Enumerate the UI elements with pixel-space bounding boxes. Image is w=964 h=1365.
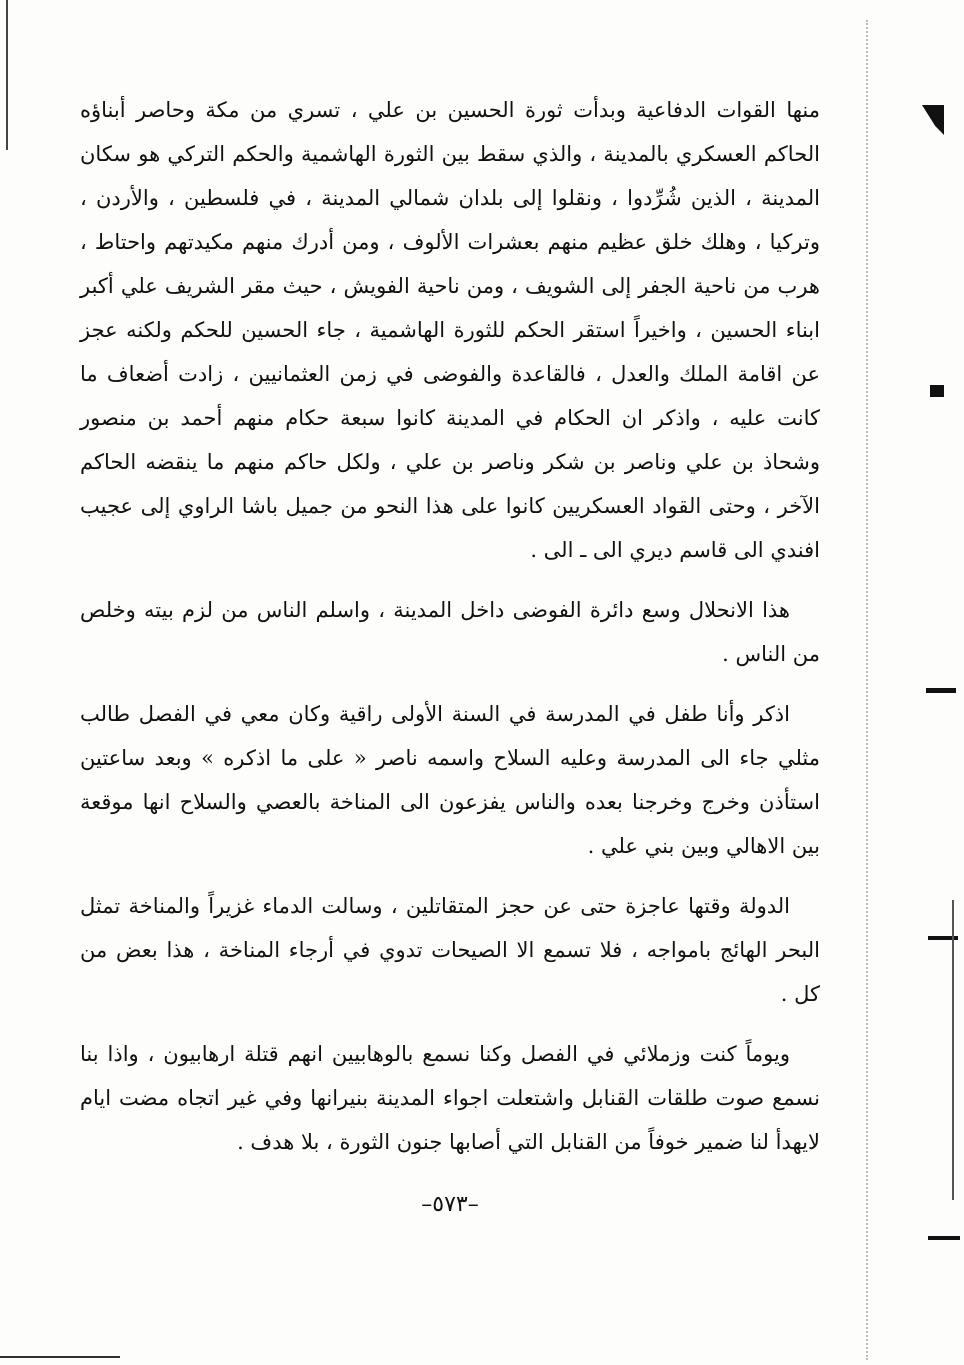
paragraph-5: ويوماً كنت وزملائي في الفصل وكنا نسمع بالوهابيين انهم قتلة ارهابيون ، واذا بنا نسمع صوت طلقات القنابل واشتعلت اجواء المدينة بنيرانها وفي غير اتجاه مضت ايام لايهدأ لنا ضمير خوفاً من القنابل التي أصابها جنون الثورة ، بلا هدف . <box>80 1042 820 1154</box>
corner-mark <box>922 105 944 135</box>
paragraph-2: هذا الانحلال وسع دائرة الفوضى داخل المدينة ، واسلم الناس من لزم بيته وخلص من الناس . <box>80 598 820 666</box>
edge-mark-5 <box>952 900 954 1200</box>
paragraph-3: اذكر وأنا طفل في المدرسة في السنة الأولى راقية وكان معي في الفصل طالب مثلي جاء الى المدرسة وعليه السلاح واسمه ناصر « على ما اذكره » وبعد ساعتين استأذن وخرج وخرجنا بعده والناس يفزعون الى المناخة بالعصي والسلاح انها موقعة بين الاهالي وبين بني علي . <box>80 702 820 858</box>
left-margin-rule <box>6 0 8 150</box>
paragraph-4: الدولة وقتها عاجزة حتى عن حجز المتقاتلين ، وسالت الدماء غزيراً والمناخة تمثل البحر الهائج بامواجه ، فلا تسمع الا الصيحات تدوي في أرجاء المناخة ، هذا بعض من كل . <box>80 894 820 1006</box>
page-number: –٥٧٣– <box>421 1192 479 1217</box>
edge-mark-1 <box>930 385 944 397</box>
binding-dotted-line <box>866 20 868 1360</box>
paragraph-1: منها القوات الدفاعية وبدأت ثورة الحسين بن علي ، تسري من مكة وحاصر أبناؤه الحاكم العسكري بالمدينة ، والذي سقط بين الثورة الهاشمية والحكم التركي هو سكان المدينة ، الذين شُرِّدوا ، ونقلوا إلى بلدان شمالي المدينة ، في فلسطين ، والأردن ، وتركيا ، وهلك خلق عظيم منهم بعشرات الألوف ، ومن أدرك منهم مكيدتهم واحتاط ، هرب من ناحية الجفر إلى الشويف ، ومن ناحية الفويش ، حيث مقر الشريف علي أكبر ابناء الحسين ، واخيراً استقر الحكم للثورة الهاشمية ، جاء الحسين للحكم ولكنه عجز عن اقامة الملك والعدل ، فالقاعدة والفوضى في زمن العثمانيين ، زادت أضعاف ما كانت عليه ، واذكر ان الحكام في المدينة كانوا سبعة حكام منهم أحمد بن منصور وشحاذ بن علي وناصر بن شكر وناصر بن علي ، ولكل حاكم منهم ما ينقضه الحاكم الآخر ، وحتى القواد العسكريين كانوا على هذا النحو من جميل باشا الراوي إلى عجيب افندي الى قاسم ديري الى ـ الى . <box>80 98 821 562</box>
edge-mark-4 <box>928 1236 960 1240</box>
edge-mark-2 <box>926 688 956 693</box>
body-text <box>80 88 820 1180</box>
bottom-rule <box>0 1356 120 1358</box>
